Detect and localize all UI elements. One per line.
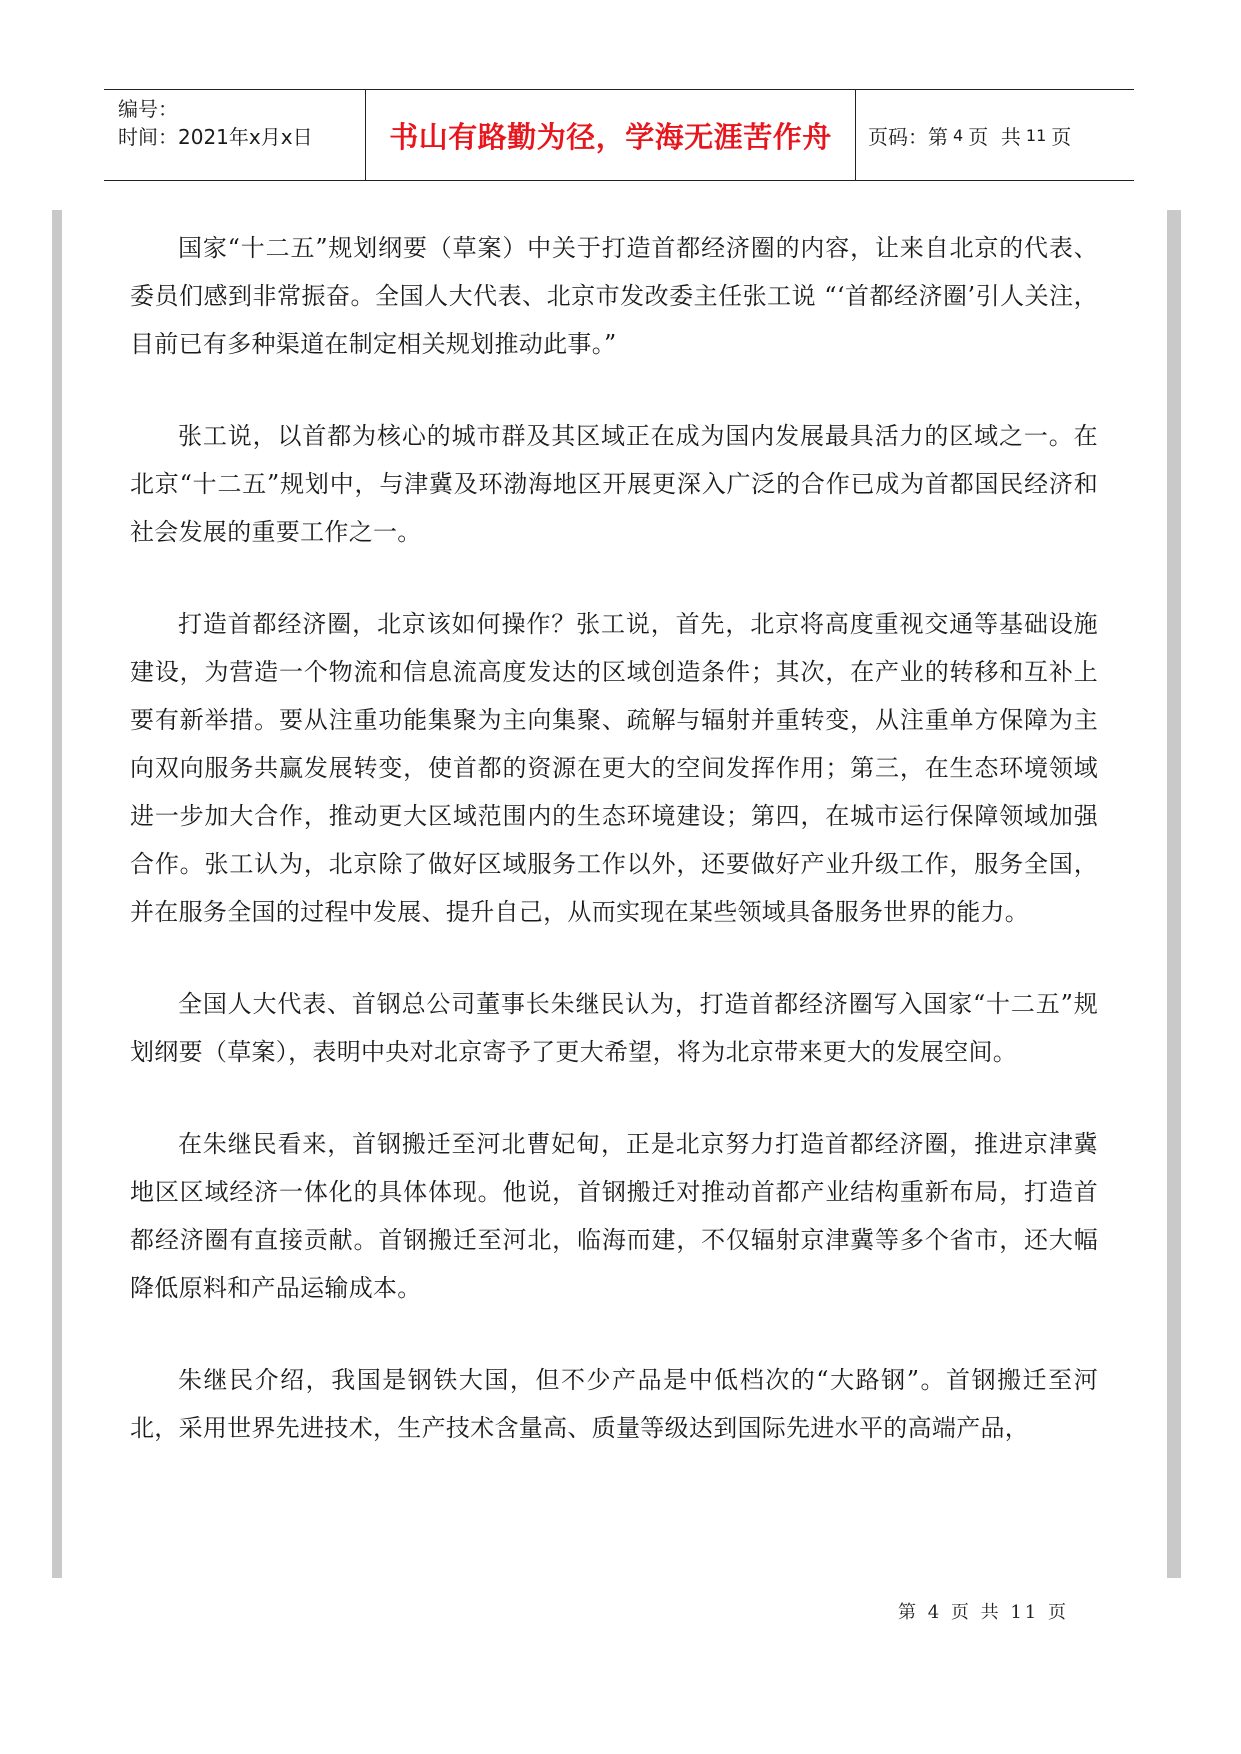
- paragraph: 全国人大代表、首钢总公司董事长朱继民认为，打造首都经济圈写入国家“十二五”规划纲要（草案），表明中央对北京寄予了更大希望，将为北京带来更大的发展空间。: [130, 990, 1098, 1066]
- paragraph: 朱继民介绍，我国是钢铁大国，但不少产品是中低档次的“大路钢”。首钢搬迁至河北，采用世界先进技术，生产技术含量高、质量等级达到国际先进水平的高端产品，: [130, 1366, 1098, 1442]
- paragraph: 在朱继民看来，首钢搬迁至河北曹妃甸，正是北京努力打造首都经济圈，推进京津冀地区区域经济一体化的具体体现。他说，首钢搬迁对推动首都产业结构重新布局，打造首都经济圈有直接贡献。首钢搬迁至河北，临海而建，不仅辐射京津冀等多个省市，还大幅降低原料和产品运输成本。: [130, 1130, 1098, 1302]
- paragraph: 打造首都经济圈，北京该如何操作？张工说，首先，北京将高度重视交通等基础设施建设，为营造一个物流和信息流高度发达的区域创造条件；其次，在产业的转移和互补上要有新举措。要从注重功能集聚为主向集聚、疏解与辐射并重转变，从注重单方保障为主向双向服务共赢发展转变，使首都的资源在更大的空间发挥作用；第三，在生态环境领域进一步加大合作，推动更大区域范围内的生态环境建设；第四，在城市运行保障领域加强合作。张工认为，北京除了做好区域服务工作以外，还要做好产业升级工作，服务全国，并在服务全国的过程中发展、提升自己，从而实现在某些领域具备服务世界的能力。: [130, 610, 1098, 926]
- page-total: 11: [1025, 125, 1047, 145]
- paragraph: 国家“十二五”规划纲要（草案）中关于打造首都经济圈的内容，让来自北京的代表、委员们感到非常振奋。全国人大代表、北京市发改委主任张工说 “‘首都经济圈’引人关注，目前已有多种渠道在制定相关规划推动此事。”: [130, 234, 1098, 358]
- page-footer: 第 4 页 共 11 页: [898, 1602, 1069, 1623]
- header-motto: 书山有路勤为径，学海无涯苦作舟: [389, 119, 832, 154]
- page-mid: 页 共: [968, 124, 1021, 149]
- header-motto-cell: [366, 90, 856, 180]
- left-margin-bar: [52, 210, 62, 1578]
- document-time-label: 时间：2021年x月x日: [118, 125, 313, 149]
- document-body: [130, 224, 1098, 1496]
- header-page-cell: [856, 90, 1134, 180]
- paragraph: 张工说，以首都为核心的城市群及其区域正在成为国内发展最具活力的区域之一。在北京“十二五”规划中，与津冀及环渤海地区开展更深入广泛的合作已成为首都国民经济和社会发展的重要工作之一。: [130, 422, 1098, 546]
- header-meta-cell: [104, 90, 366, 180]
- page-header: [104, 89, 1134, 181]
- right-margin-bar: [1167, 210, 1181, 1578]
- document-number-label: 编号：: [118, 97, 178, 121]
- page-suffix: 页: [1051, 124, 1072, 149]
- page-prefix: 页码：第: [868, 124, 948, 149]
- page-current: 4: [953, 125, 964, 145]
